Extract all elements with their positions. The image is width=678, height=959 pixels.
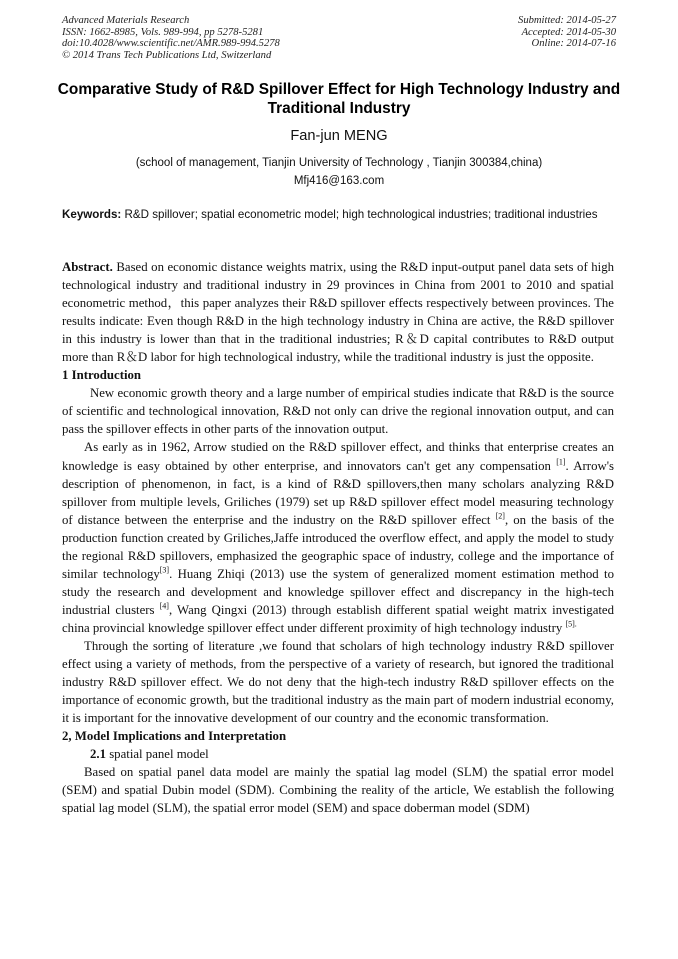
- intro-paragraph-2: [62, 438, 614, 637]
- subsection-2-1-heading: [62, 745, 614, 763]
- citation-5: [5].: [565, 619, 577, 629]
- paper-author: Fan-jun MENG: [290, 128, 388, 144]
- section-2-heading: 2, Model Implications and Interpretation: [62, 729, 287, 744]
- journal-copyright: © 2014 Trans Tech Publications Ltd, Switzerland: [62, 50, 272, 62]
- intro-p2-part-c: , on the basis of the production function created by Griliches,Jaffe introduced the overflow effect, and apply the model to study the regional R&D spillovers, emphasized the geographic space of industry, college and the importance of similar technology: [62, 512, 614, 581]
- paper-body: [62, 258, 614, 817]
- section-2-paragraph-1: Based on spatial panel data model are mainly the spatial lag model (SLM) the spatial error model (SEM) and spatial Dubin model (SDM). Combining the reality of the article, We establish the following spatial lag model (SLM), the spatial error model (SEM) and space doberman model (SDM): [62, 765, 614, 816]
- intro-p2-part-e: , Wang Qingxi (2013) through establish different spatial weight matrix investigated china provincial knowledge spillover effect under different proximity of high technology industry: [62, 602, 615, 635]
- intro-paragraph-3: Through the sorting of literature ,we found that scholars of high technology industry R&D spillover effect using a variety of methods, from the perspective of a variety of research, but ignored the traditional industry R&D spillover effect. We do not deny that the high-tech industry R&D spillover effects on the importance of economic growth, but the traditional industry as the main part of modern industrial economy, it is important for the innovative development of our country and the economic transformation.: [62, 638, 614, 726]
- submitted-date: Submitted: 2014-05-27: [518, 15, 616, 26]
- keywords-text: R&D spillover; spatial econometric model; high technological industries; traditional industries: [121, 208, 598, 221]
- citation-1: [1]: [556, 457, 566, 467]
- citation-2: [2]: [495, 511, 505, 521]
- intro-p2-part-d: . Huang Zhiqi (2013) use the system of generalized moment estimation method to study the research and development and knowledge spillover effect and discrepancy in the high-tech industrial clusters: [62, 566, 614, 617]
- journal-doi: doi:10.4028/www.scientific.net/AMR.989-994.5278: [62, 38, 280, 50]
- author-affiliation: (school of management, Tianjin University of Technology , Tianjin 300384,china): [135, 157, 543, 169]
- intro-p2-part-a: As early as in 1962, Arrow studied on the R&D spillover effect, and thinks that enterprise creates an knowledge is easy obtained by other enterprise, and innovators can't get any compensation: [62, 440, 614, 473]
- journal-header-left: [62, 15, 280, 62]
- paper-title: Comparative Study of R&D Spillover Effect for High Technology Industry and Traditional Industry: [57, 81, 621, 117]
- subsection-title: spatial panel model: [106, 747, 209, 762]
- journal-header-right: [518, 15, 616, 50]
- abstract-text: Based on economic distance weights matrix, using the R&D input-output panel data sets of high technological industry and traditional industry in 29 provinces in China from 2001 to 2010 and spatial econometric method，this paper analyzes their R&D spillover effects respectively between provinces. The results indicate: Even though R&D in the high technology industry in China are active, the R&D spillover in this industry is lower than that in the traditional industries; R＆D capital contributes to R&D output more than R＆D labor for high technological industry, while the traditional industry is just the opposite.: [62, 260, 614, 365]
- author-email: Mfj416@163.com: [293, 175, 385, 187]
- intro-heading: 1 Introduction: [62, 368, 142, 383]
- subsection-number: 2.1: [90, 747, 106, 762]
- citation-4: [4]: [159, 601, 169, 611]
- keywords: [62, 206, 614, 224]
- journal-name: Advanced Materials Research: [62, 15, 190, 26]
- intro-p2-part-b: . Arrow's description of phenomenon, in fact, is a kind of R&D spillovers,then many scholars analyzing R&D spillover from multiple levels, Griliches (1979) set up R&D spillover effect model measuring technology of distance between the enterprise and the industry on the R&D spillover effect: [62, 458, 614, 527]
- keywords-label: Keywords:: [62, 208, 122, 221]
- abstract-label: Abstract.: [62, 260, 113, 274]
- intro-paragraph-1: New economic growth theory and a large number of empirical studies indicate that R&D is the source of scientific and technological innovation, R&D not only can drive the regional innovation output, and can pass the spillover effects in other parts of the innovation output.: [62, 386, 614, 437]
- online-date: Online: 2014-07-16: [531, 38, 616, 50]
- accepted-date: Accepted: 2014-05-30: [521, 26, 616, 38]
- journal-issn: ISSN: 1662-8985, Vols. 989-994, pp 5278-5281: [62, 26, 264, 38]
- citation-3: [3]: [159, 565, 170, 575]
- abstract: [62, 258, 614, 366]
